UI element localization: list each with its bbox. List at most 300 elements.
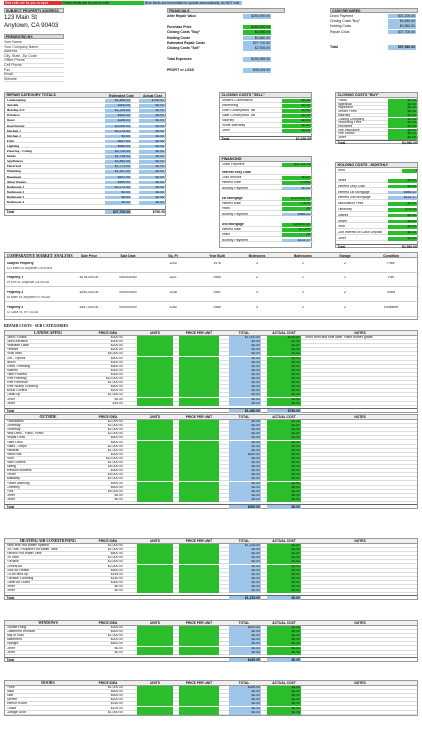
item-actual-cost[interactable]: $0.00 [267,381,301,385]
item-actual-cost[interactable]: $0.00 [267,445,301,449]
item-total: $0.00 [229,461,261,465]
repair-total-row [5,145,167,149]
cma-value[interactable]: Excellent [384,306,398,309]
holding-label: Other [337,237,346,240]
financing-value[interactable]: $0.00 [282,176,311,180]
item-actual-cost[interactable]: $0.00 [267,581,301,585]
repair-category-act: $0.00 [139,130,165,134]
item-price-idea: $2,000.00 [107,560,123,564]
financials-value: $27,700.00 [243,41,271,46]
repair-category-act: $0.00 [139,201,165,205]
repair-category-est: $0.00 [105,196,131,200]
closing-buy-value[interactable]: $0.00 [388,121,417,125]
financials-row [167,46,285,51]
item-total: $0.00 [229,352,261,356]
section-total-label: Total [6,657,15,662]
holding-value[interactable]: $0.00 [388,225,417,229]
presented-field[interactable]: Cell Phone [4,63,64,68]
item-total: $0.00 [229,357,261,361]
cma-value[interactable]: 2 [344,262,346,265]
item-total: $0.00 [229,441,261,445]
item-notes[interactable]: Seed front and side lawn. Rake border grade. [305,336,374,339]
item-units[interactable] [137,589,173,593]
holding-value[interactable]: $0.00 [388,214,417,218]
financing-row [220,228,313,232]
item-price-idea: $300.00 [110,469,123,473]
presented-field[interactable]: City, State, Zip Code [4,54,64,59]
item-name: Clean Air Ducts [6,580,30,584]
item-name: Reshade Lawn [6,344,30,348]
cma-value[interactable]: 1208 [169,291,177,294]
item-actual-cost[interactable]: $0.00 [267,548,301,552]
closing-buy-value[interactable]: $0.00 [388,118,417,122]
closing-buy-total-value: $4,960.00 [401,141,417,145]
financials-label: Holding Costs [167,35,190,40]
item-actual-cost[interactable]: $0.00 [267,340,301,344]
closing-buy-value[interactable]: $0.00 [388,114,417,118]
item-price-per-unit[interactable] [179,711,219,715]
cash-required-table [330,14,418,54]
item-units[interactable] [137,651,173,655]
cma-property-row [5,275,419,287]
item-actual-cost[interactable]: $0.00 [267,389,301,393]
section-title: HEATING AIR CONDITIONING [20,539,76,543]
item-actual-cost[interactable]: $0.00 [267,473,301,477]
financing-label: 1st Mortgage [221,197,243,200]
repair-category-act: $0.00 [139,104,165,108]
item-actual-cost[interactable]: $0.00 [267,369,301,373]
item-price-idea: $500.00 [110,364,123,368]
closing-buy-value[interactable]: $0.00 [388,99,417,103]
item-actual-cost[interactable]: $0.00 [267,402,301,406]
item-actual-cost[interactable]: $0.00 [267,711,301,715]
financing-value[interactable]: $120,000.00 [282,197,311,201]
repair-category-name: Bathroom 3 [6,195,25,199]
cma-value[interactable]: 3 [256,291,258,294]
item-total: $0.00 [229,361,261,365]
item-actual-cost[interactable]: $0.00 [267,565,301,569]
repair-total-row [5,186,167,190]
cma-value[interactable]: 00/00/0000 [119,306,137,309]
item-name: Fertilize [6,348,19,352]
item-actual-cost[interactable]: $0.00 [267,377,301,381]
cma-value[interactable]: Fair [388,276,394,279]
landscaping-total-row [5,408,417,412]
item-name: New Deck - Patio, Porch [6,432,44,436]
presented-field[interactable]: Website [4,77,64,82]
item-price-idea: $200.00 [110,348,123,352]
presented-field[interactable]: Office Phone [4,58,64,63]
financing-value[interactable]: 30 [282,233,311,237]
item-total: $0.00 [229,381,261,385]
financing-row [220,187,313,191]
item-total: $0.00 [229,690,261,694]
repair-total-row [5,160,167,164]
item-total: $0.00 [229,711,261,715]
cma-value[interactable]: 1200 [169,262,177,265]
item-name: Tree Planting [6,377,27,380]
closing-buy-value[interactable]: $0.00 [388,106,417,110]
item-price-per-unit[interactable] [179,589,219,593]
item-actual-cost[interactable]: $0.00 [267,498,301,502]
item-price-idea: $1,000.00 [107,686,123,689]
item-price-per-unit[interactable] [179,498,219,502]
item-actual-cost[interactable]: $0.00 [267,651,301,655]
item-name: Bushes [6,368,18,372]
closing-buy-label: Other [337,136,346,139]
item-actual-cost[interactable]: $0.00 [267,398,301,402]
closing-costs-sell [219,92,312,140]
repair-category-name: Windows [6,114,21,118]
closing-sell-label: Attorney [221,119,235,122]
item-name: Double Hung [6,626,27,629]
item-total: $1,225.00 [229,544,261,548]
item-actual-cost[interactable]: $0.00 [267,494,301,498]
item-actual-cost[interactable]: $0.00 [267,420,301,424]
item-price-idea: $500.00 [110,440,123,444]
total-col: TOTAL [238,681,250,685]
item-name: Other [6,397,15,401]
cma-property-address[interactable]: 99 Elm St, Anytown CA 90218 [6,280,50,284]
cma-value[interactable]: $190,000.00 [79,291,99,294]
item-name: Foundation [6,420,24,423]
item-actual-cost[interactable]: $0.00 [267,544,301,548]
item-actual-cost[interactable]: $0.00 [267,556,301,560]
holding-term-value[interactable]: 3 [402,169,417,173]
item-name: Wood Control [6,389,28,393]
item-name: Other [6,585,15,588]
closing-buy-label: Insurance [337,124,353,128]
holding-value[interactable]: $0.00 [388,185,417,189]
item-price-idea: $300.00 [110,340,123,344]
repair-category-act: $0.00 [139,186,165,190]
financing-header: FINANCING [220,157,311,162]
holding-row [336,225,419,229]
item-total: $0.00 [229,577,261,581]
closing-sell-value[interactable]: $0.00 [282,114,311,118]
item-actual-cost[interactable]: $0.00 [267,589,301,593]
item-actual-cost[interactable]: $0.00 [267,465,301,469]
subject-address-line2[interactable]: Anytown, CA 90403 [4,22,59,29]
item-actual-cost[interactable]: $0.00 [267,486,301,490]
item-actual-cost[interactable]: $0.00 [267,490,301,494]
item-price-idea: $200.00 [110,452,123,456]
financing-value[interactable]: 30 [282,207,311,211]
item-units[interactable] [137,711,173,715]
cma-value[interactable]: 1978 [213,262,221,265]
item-name: Side [6,694,14,698]
item-price-per-unit[interactable] [179,651,219,655]
item-actual-cost[interactable]: $0.00 [267,357,301,361]
item-units[interactable] [137,498,173,502]
item-actual-cost[interactable]: $0.00 [267,469,301,473]
financials-value: $196,985.00 [243,57,271,62]
item-actual-cost[interactable]: $0.00 [267,385,301,389]
item-actual-cost[interactable]: $0.00 [267,453,301,457]
item-name: Other [6,646,15,650]
repair-total-row [5,109,167,113]
repair-totals-total [5,209,165,213]
item-actual-cost[interactable]: $0.00 [267,428,301,432]
holding-label: Utilities [337,213,349,217]
item-name: Lawn Aeration [6,340,28,344]
repair-total-row [5,114,167,118]
item-total: $0.00 [229,389,261,393]
cash-value: $57,960.00 [388,45,416,49]
item-actual-cost[interactable]: $0.00 [267,626,301,630]
cma-value[interactable]: 2 [256,276,258,279]
cma-property-address[interactable]: 55 Main St, Anytown PL 90238 [6,295,50,299]
closing-sell-header: CLOSING COSTS "SELL" [220,93,311,98]
cma-value[interactable]: 1980 [213,306,221,309]
item-actual-cost[interactable]: $0.00 [267,638,301,642]
item-actual-cost[interactable]: $750.00 [267,336,301,340]
cma-value[interactable]: 2 [344,291,346,294]
holding-total-label: Total [337,245,346,249]
item-units[interactable] [137,402,173,406]
closing-buy-header: CLOSING COSTS "BUY" [336,93,417,98]
item-name: Skylight [6,642,19,646]
item-total: $0.00 [229,702,261,706]
financing-label: Monthly Payment [221,238,248,242]
item-actual-cost[interactable]: $0.00 [267,573,301,577]
holding-value[interactable]: $0.00 [388,237,417,241]
closing-buy-value[interactable]: $0.00 [388,125,417,129]
repair-category-act: $0.00 [139,181,165,185]
item-actual-cost[interactable]: $0.00 [267,461,301,465]
item-total: $0.00 [229,445,261,449]
item-actual-cost[interactable]: $0.00 [267,690,301,694]
cma-value[interactable]: 00/00/0000 [119,276,137,279]
item-actual-cost[interactable]: $0.00 [267,432,301,436]
cma-value[interactable]: 1 [302,276,304,279]
holding-value[interactable]: $0.00 [388,231,417,235]
holding-value[interactable]: $75.00 [388,208,417,212]
closing-sell-row [220,99,313,103]
cma-value[interactable]: 3 [256,306,258,309]
holding-value[interactable]: $0.00 [388,220,417,224]
repair-total-row [5,99,167,103]
item-total: $0.00 [229,365,261,369]
closing-buy-label: Lender Fees [337,110,357,114]
financials-value: $250,000.00 [243,14,271,19]
item-actual-cost[interactable]: $0.00 [267,686,301,690]
units-col: UNITS [150,621,160,625]
item-name: Driveway [6,424,21,428]
repair-category-name: Outside [6,104,19,108]
item-total: $0.00 [229,424,261,428]
notes-col: NOTES [354,331,366,335]
closing-sell-value[interactable]: $0.00 [282,99,311,103]
item-actual-cost[interactable]: $0.00 [267,424,301,428]
presented-field[interactable]: Address [4,49,64,54]
cma-value[interactable]: 00/00/0000 [119,291,137,294]
cma-value[interactable]: Poor [387,262,395,265]
item-total: $0.00 [229,457,261,461]
closing-buy-value[interactable]: $0.00 [388,129,417,133]
item-actual-cost[interactable]: $0.00 [267,477,301,481]
cma-value[interactable]: Good [386,291,396,294]
financing-value[interactable]: 10.00% [282,228,311,232]
financials-value: $2,926.00 [243,46,271,51]
item-actual-cost[interactable]: $0.00 [267,707,301,711]
repair-category-name: Bathroom 4 [6,201,25,204]
item-name: Furnace [6,560,19,564]
item-name: Driveway [6,428,21,432]
presented-field[interactable]: Email [4,72,64,77]
cma-value[interactable]: 1421 [169,276,177,279]
repair-total-row [5,125,167,129]
repair-category-name: Inside [6,155,16,159]
repair-category-name: Doors [6,119,16,123]
item-total: $0.00 [229,565,261,569]
repair-total-row [5,150,167,154]
cma-value[interactable]: $178,000.00 [79,276,99,279]
item-actual-cost[interactable]: $0.00 [267,642,301,646]
item-actual-cost[interactable]: $0.00 [267,585,301,589]
holding-term-row [336,169,417,173]
item-price-idea: $1,000.00 [107,461,123,464]
repair-category-est: $1,480.00 [105,99,131,103]
presented-field[interactable]: Fax [4,68,64,73]
section-actual-total: $750.00 [267,409,301,413]
item-name: Front [6,686,15,689]
item-actual-cost[interactable]: $0.00 [267,630,301,634]
item-actual-cost[interactable]: $0.00 [267,560,301,564]
financing-value[interactable]: 0.00% [282,181,311,185]
closing-buy-value[interactable]: $0.00 [388,103,417,107]
item-actual-cost[interactable]: $0.00 [267,352,301,356]
closing-buy-value[interactable]: $0.00 [388,132,417,136]
cma-value[interactable]: $187,000.00 [79,306,99,309]
item-actual-cost[interactable]: $0.00 [267,698,301,702]
financing-value[interactable]: 7.00% [282,202,311,206]
item-actual-cost[interactable]: $0.00 [267,577,301,581]
item-actual-cost[interactable]: $0.00 [267,457,301,461]
item-total: $0.00 [229,589,261,593]
item-actual-cost[interactable]: $0.00 [267,365,301,369]
item-total: $300.00 [229,453,261,457]
closing-sell-value[interactable]: $0.00 [282,124,311,128]
cma-property-address[interactable]: 123 Main St, Anytown CA 90403 [6,266,53,270]
repair-total-row [5,130,167,134]
cma-property-address[interactable]: 22 Oaks St, NY 10218 [6,310,39,314]
financials-value[interactable]: $4,960.00 [243,30,271,35]
item-price-idea: $300.00 [110,368,123,372]
item-actual-cost[interactable]: $0.00 [267,647,301,651]
actual-cost-col: ACTUAL COST [272,621,296,625]
item-actual-cost[interactable]: $0.00 [267,441,301,445]
down-payment-value[interactable]: $21,200.00 [282,163,311,167]
repair-category-est: $4,700.00 [105,150,131,154]
item-total: $0.00 [229,630,261,634]
item-price-idea: $150.00 [110,576,123,580]
item-name: Other [6,493,15,497]
item-price-per-unit[interactable] [179,402,219,406]
price-idea-col: PRICE IDEA [98,539,118,543]
item-actual-cost[interactable]: $0.00 [267,436,301,440]
closing-buy-value[interactable]: $0.00 [388,136,417,140]
item-name: Walkway [6,477,20,481]
closing-sell-value[interactable]: $0.00 [282,104,311,108]
cma-value[interactable]: 2 [344,306,346,309]
holding-value[interactable]: $0.00 [388,202,417,206]
closing-sell-value[interactable]: $0.00 [282,119,311,123]
repair-category-est: $627.00 [105,140,131,144]
financing-label: 2nd Mortgage [221,223,244,226]
repair-category-est: $1,225.00 [105,109,131,113]
item-actual-cost[interactable]: $0.00 [267,634,301,638]
item-total: $0.00 [229,585,261,589]
cash-value: $21,200.00 [388,14,416,18]
presented-field[interactable]: Your Company Name [4,45,64,50]
item-actual-cost[interactable]: $0.00 [267,569,301,573]
cma-value[interactable]: 1985 [213,276,221,279]
section-total: $1,225.00 [229,596,261,600]
item-name: Ch Air time-up [6,572,28,576]
holding-label: Interest 2nd Mortgage [337,196,371,200]
closing-sell-value[interactable]: $0.00 [282,109,311,113]
subject-address-line1[interactable]: 123 Main St [4,14,38,21]
cma-value[interactable]: 1150 [169,306,177,309]
item-actual-cost[interactable]: $0.00 [267,694,301,698]
repair-total-row [5,176,167,180]
cma-column-header: Sq. Ft [168,253,178,258]
presented-field[interactable]: Your Name [4,40,64,45]
financials-row [167,57,285,62]
financials-value[interactable]: $180,000.00 [243,25,271,30]
item-name: Paint Deck [6,440,23,444]
financing-label: Interest Rate [221,228,241,232]
item-actual-cost[interactable]: $0.00 [267,344,301,348]
item-actual-cost[interactable]: $0.00 [267,361,301,365]
cma-value[interactable]: 1 [344,276,346,279]
financing-row [220,223,313,227]
item-actual-cost[interactable]: $0.00 [267,348,301,352]
holding-row [336,208,419,212]
holding-value[interactable]: $0.00 [388,179,417,183]
cma-value[interactable]: 1981 [213,291,221,294]
financing-value[interactable]: $38,800.00 [282,223,311,227]
holding-row [336,202,419,206]
total-col: TOTAL [238,331,250,335]
cma-value[interactable]: 2 [302,306,304,309]
item-name: Interior Room [6,702,28,706]
item-price-idea: $0.00 [114,585,123,588]
repair-item-row [5,589,417,593]
item-actual-cost[interactable]: $0.00 [267,373,301,377]
cma-value[interactable]: 2 [302,291,304,294]
item-actual-cost[interactable]: $0.00 [267,482,301,486]
cma-value[interactable]: 2 [302,262,304,265]
item-price-idea: $300.00 [110,580,123,584]
closing-sell-value[interactable]: $0.00 [282,129,311,133]
item-price-idea: $2,000.00 [107,428,123,432]
item-actual-cost[interactable]: $0.00 [267,449,301,453]
closing-buy-value[interactable]: $0.00 [388,110,417,114]
repair-category-name: Lighting [6,144,20,148]
item-actual-cost[interactable]: $0.00 [267,702,301,706]
financials-row [167,36,285,41]
holding-row [336,237,419,241]
cma-property-label: Property 3 [6,306,24,309]
item-actual-cost[interactable]: $0.00 [267,552,301,556]
financing-row [220,233,313,237]
item-actual-cost[interactable]: $0.00 [267,393,301,397]
repair-category-est: $550.00 [105,145,131,149]
cma-value[interactable]: 3 [256,262,258,265]
financials-row [167,25,285,30]
